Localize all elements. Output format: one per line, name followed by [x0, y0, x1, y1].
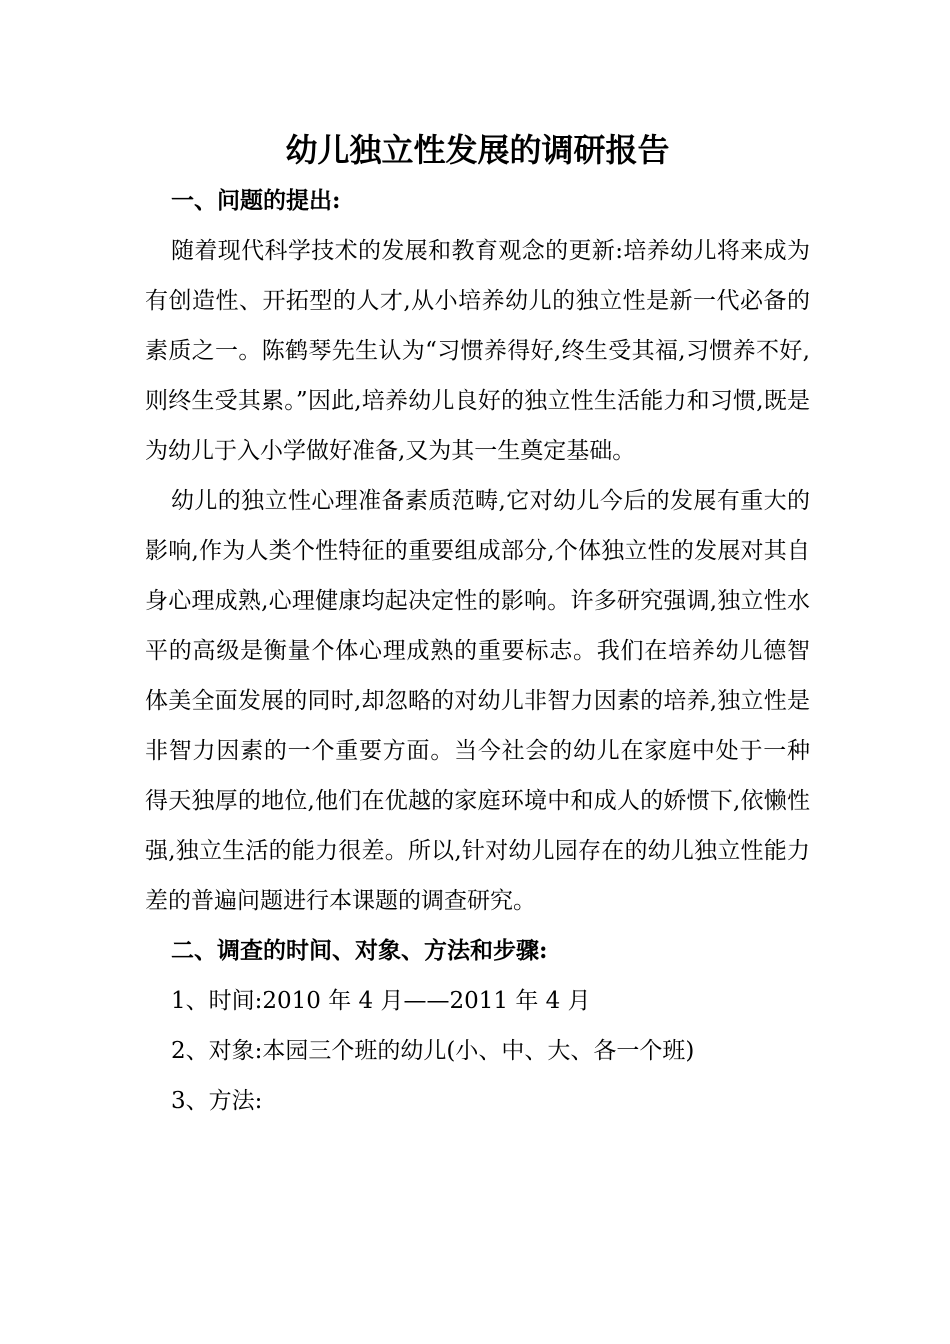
- document-title: 幼儿独立性发展的调研报告: [285, 131, 670, 169]
- section-heading-problem: 一、问题的提出:: [171, 187, 341, 214]
- survey-item-time: 1、时间:2010 年 4 月——2011 年 4 月: [171, 988, 591, 1014]
- survey-item-subject: 2、对象:本园三个班的幼儿(小、中、大、各一个班): [171, 1038, 695, 1064]
- survey-item-method: 3、方法:: [171, 1088, 263, 1114]
- document-page: [145, 128, 810, 1126]
- section-heading-survey: 二、调查的时间、对象、方法和步骤:: [171, 937, 548, 964]
- paragraph-intro-1: 随着现代科学技术的发展和教育观念的更新:培养幼儿将来成为有创造性、开拓型的人才,从小培养幼儿的独立性是新一代必备的素质之一。陈鹤琴先生认为“习惯养得好,终生受其福,习惯养不好,则终生受其累。”因此,培养幼儿良好的独立性生活能力和习惯,既是为幼儿于入小学做好准备,又为其一生奠定基础。: [145, 238, 810, 464]
- paragraph-intro-2: 幼儿的独立性心理准备素质范畴,它对幼儿今后的发展有重大的影响,作为人类个性特征的重要组成部分,个体独立性的发展对其自身心理成熟,心理健康均起决定性的影响。许多研究强调,独立性水平的高级是衡量个体心理成熟的重要标志。我们在培养幼儿德智体美全面发展的同时,却忽略的对幼儿非智力因素的培养,独立性是非智力因素的一个重要方面。当今社会的幼儿在家庭中处于一种得天独厚的地位,他们在优越的家庭环境中和成人的娇惯下,依懒性强,独立生活的能力很差。所以,针对幼儿园存在的幼儿独立性能力差的普遍问题进行本课题的调查研究。: [145, 488, 810, 914]
